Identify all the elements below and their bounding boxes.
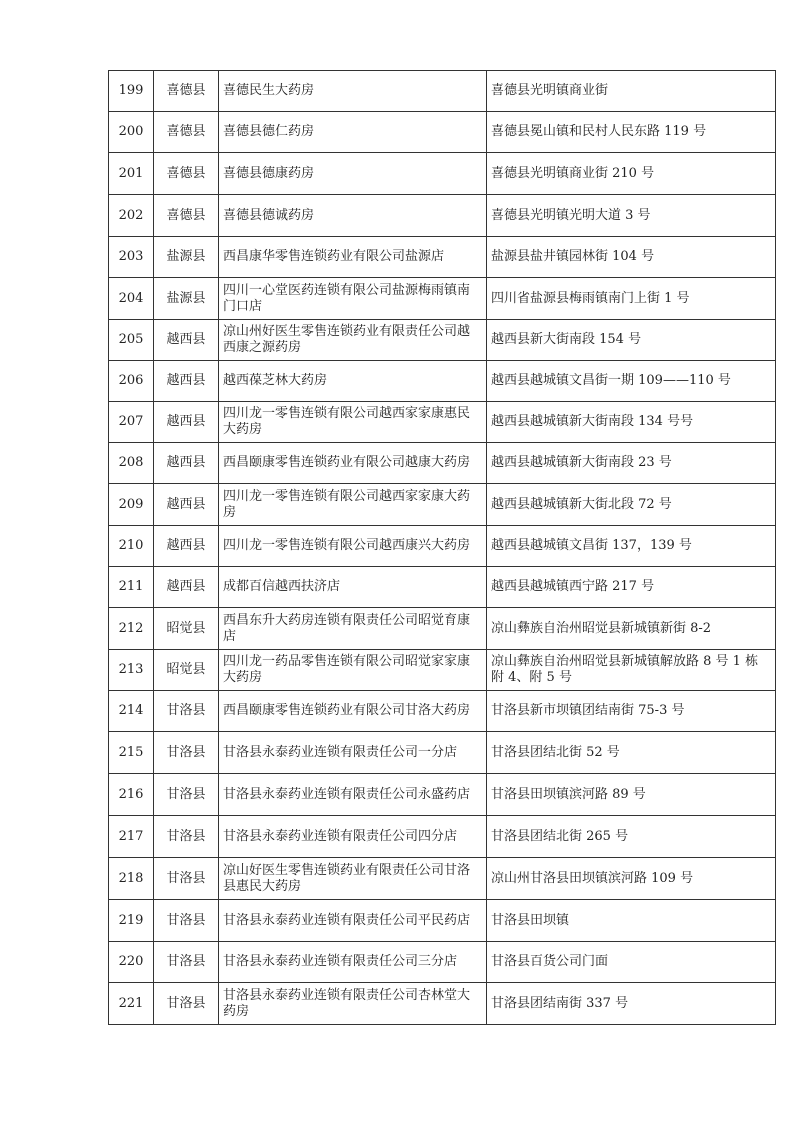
row-pharmacy-name: 甘洛县永泰药业连锁有限责任公司平民药店 <box>219 900 487 942</box>
row-county: 喜德县 <box>154 71 219 112</box>
row-number: 210 <box>109 526 154 567</box>
table-row <box>109 650 776 691</box>
pharmacy-table-body <box>109 71 776 1025</box>
row-address: 甘洛县新市坝镇团结南街 75-3 号 <box>487 691 776 732</box>
row-county: 甘洛县 <box>154 942 219 983</box>
table-row <box>109 858 776 900</box>
table-row <box>109 526 776 567</box>
row-county: 喜德县 <box>154 153 219 195</box>
row-pharmacy-name: 西昌康华零售连锁药业有限公司盐源店 <box>219 237 487 278</box>
row-address: 甘洛县百货公司门面 <box>487 942 776 983</box>
table-row <box>109 112 776 153</box>
row-pharmacy-name: 甘洛县永泰药业连锁有限责任公司四分店 <box>219 816 487 858</box>
row-number: 205 <box>109 320 154 361</box>
table-row <box>109 900 776 942</box>
row-pharmacy-name: 四川龙一零售连锁有限公司越西家家康大药房 <box>219 484 487 526</box>
row-pharmacy-name: 甘洛县永泰药业连锁有限责任公司杏林堂大药房 <box>219 983 487 1025</box>
row-number: 215 <box>109 732 154 774</box>
row-pharmacy-name: 四川一心堂医药连锁有限公司盐源梅雨镇南门口店 <box>219 278 487 320</box>
row-county: 盐源县 <box>154 237 219 278</box>
row-address: 越西县新大街南段 154 号 <box>487 320 776 361</box>
row-address: 甘洛县团结北街 52 号 <box>487 732 776 774</box>
row-address: 越西县越城镇新大街北段 72 号 <box>487 484 776 526</box>
row-address: 甘洛县田坝镇滨河路 89 号 <box>487 774 776 816</box>
row-pharmacy-name: 四川龙一零售连锁有限公司越西康兴大药房 <box>219 526 487 567</box>
row-pharmacy-name: 甘洛县永泰药业连锁有限责任公司永盛药店 <box>219 774 487 816</box>
row-number: 200 <box>109 112 154 153</box>
row-county: 越西县 <box>154 402 219 443</box>
row-address: 喜德县光明镇商业街 <box>487 71 776 112</box>
row-pharmacy-name: 四川龙一药品零售连锁有限公司昭觉家家康大药房 <box>219 650 487 691</box>
row-pharmacy-name: 凉山州好医生零售连锁药业有限责任公司越西康之源药房 <box>219 320 487 361</box>
row-pharmacy-name: 西昌东升大药房连锁有限责任公司昭觉育康店 <box>219 608 487 650</box>
row-address: 越西县越城镇新大街南段 23 号 <box>487 443 776 484</box>
table-row <box>109 983 776 1025</box>
table-row <box>109 691 776 732</box>
row-number: 221 <box>109 983 154 1025</box>
row-pharmacy-name: 甘洛县永泰药业连锁有限责任公司三分店 <box>219 942 487 983</box>
row-pharmacy-name: 西昌颐康零售连锁药业有限公司甘洛大药房 <box>219 691 487 732</box>
row-county: 甘洛县 <box>154 816 219 858</box>
row-number: 214 <box>109 691 154 732</box>
row-county: 甘洛县 <box>154 691 219 732</box>
table-row <box>109 816 776 858</box>
row-number: 208 <box>109 443 154 484</box>
row-county: 喜德县 <box>154 112 219 153</box>
row-pharmacy-name: 成都百信越西扶济店 <box>219 567 487 608</box>
table-row <box>109 237 776 278</box>
row-address: 凉山彝族自治州昭觉县新城镇解放路 8 号 1 栋附 4、附 5 号 <box>487 650 776 691</box>
row-address: 四川省盐源县梅雨镇南门上街 1 号 <box>487 278 776 320</box>
table-row <box>109 361 776 402</box>
row-pharmacy-name: 越西葆芝林大药房 <box>219 361 487 402</box>
table-row <box>109 443 776 484</box>
table-row <box>109 732 776 774</box>
table-row <box>109 774 776 816</box>
table-row <box>109 195 776 237</box>
row-address: 凉山州甘洛县田坝镇滨河路 109 号 <box>487 858 776 900</box>
row-address: 甘洛县团结南街 337 号 <box>487 983 776 1025</box>
table-row <box>109 567 776 608</box>
row-county: 甘洛县 <box>154 900 219 942</box>
table-row <box>109 71 776 112</box>
row-county: 昭觉县 <box>154 650 219 691</box>
row-address: 喜德县光明镇商业街 210 号 <box>487 153 776 195</box>
row-county: 越西县 <box>154 567 219 608</box>
row-number: 206 <box>109 361 154 402</box>
row-number: 202 <box>109 195 154 237</box>
row-county: 越西县 <box>154 443 219 484</box>
row-number: 218 <box>109 858 154 900</box>
row-county: 越西县 <box>154 526 219 567</box>
table-row <box>109 402 776 443</box>
row-address: 喜德县冕山镇和民村人民东路 119 号 <box>487 112 776 153</box>
row-number: 211 <box>109 567 154 608</box>
row-pharmacy-name: 甘洛县永泰药业连锁有限责任公司一分店 <box>219 732 487 774</box>
table-row <box>109 320 776 361</box>
row-county: 甘洛县 <box>154 858 219 900</box>
row-number: 220 <box>109 942 154 983</box>
row-number: 219 <box>109 900 154 942</box>
table-row <box>109 608 776 650</box>
row-address: 甘洛县团结北街 265 号 <box>487 816 776 858</box>
row-number: 203 <box>109 237 154 278</box>
row-county: 甘洛县 <box>154 732 219 774</box>
row-number: 217 <box>109 816 154 858</box>
row-pharmacy-name: 西昌颐康零售连锁药业有限公司越康大药房 <box>219 443 487 484</box>
table-row <box>109 153 776 195</box>
row-address: 喜德县光明镇光明大道 3 号 <box>487 195 776 237</box>
row-number: 213 <box>109 650 154 691</box>
row-number: 204 <box>109 278 154 320</box>
row-pharmacy-name: 四川龙一零售连锁有限公司越西家家康惠民大药房 <box>219 402 487 443</box>
row-county: 喜德县 <box>154 195 219 237</box>
row-pharmacy-name: 喜德民生大药房 <box>219 71 487 112</box>
table-row <box>109 942 776 983</box>
pharmacy-table <box>108 70 776 1025</box>
row-address: 越西县越城镇文昌街 137，139 号 <box>487 526 776 567</box>
row-county: 甘洛县 <box>154 774 219 816</box>
row-pharmacy-name: 喜德县德康药房 <box>219 153 487 195</box>
table-row <box>109 484 776 526</box>
row-pharmacy-name: 喜德县德诚药房 <box>219 195 487 237</box>
row-number: 209 <box>109 484 154 526</box>
row-number: 199 <box>109 71 154 112</box>
row-address: 越西县越城镇文昌街一期 109——110 号 <box>487 361 776 402</box>
row-address: 越西县越城镇新大街南段 134 号号 <box>487 402 776 443</box>
row-number: 212 <box>109 608 154 650</box>
row-pharmacy-name: 喜德县德仁药房 <box>219 112 487 153</box>
row-number: 201 <box>109 153 154 195</box>
row-county: 越西县 <box>154 320 219 361</box>
row-address: 盐源县盐井镇园林街 104 号 <box>487 237 776 278</box>
row-address: 甘洛县田坝镇 <box>487 900 776 942</box>
row-county: 昭觉县 <box>154 608 219 650</box>
row-county: 越西县 <box>154 361 219 402</box>
row-address: 凉山彝族自治州昭觉县新城镇新街 8-2 <box>487 608 776 650</box>
row-county: 甘洛县 <box>154 983 219 1025</box>
row-number: 216 <box>109 774 154 816</box>
row-pharmacy-name: 凉山好医生零售连锁药业有限责任公司甘洛县惠民大药房 <box>219 858 487 900</box>
row-county: 越西县 <box>154 484 219 526</box>
row-address: 越西县越城镇西宁路 217 号 <box>487 567 776 608</box>
table-row <box>109 278 776 320</box>
row-county: 盐源县 <box>154 278 219 320</box>
row-number: 207 <box>109 402 154 443</box>
